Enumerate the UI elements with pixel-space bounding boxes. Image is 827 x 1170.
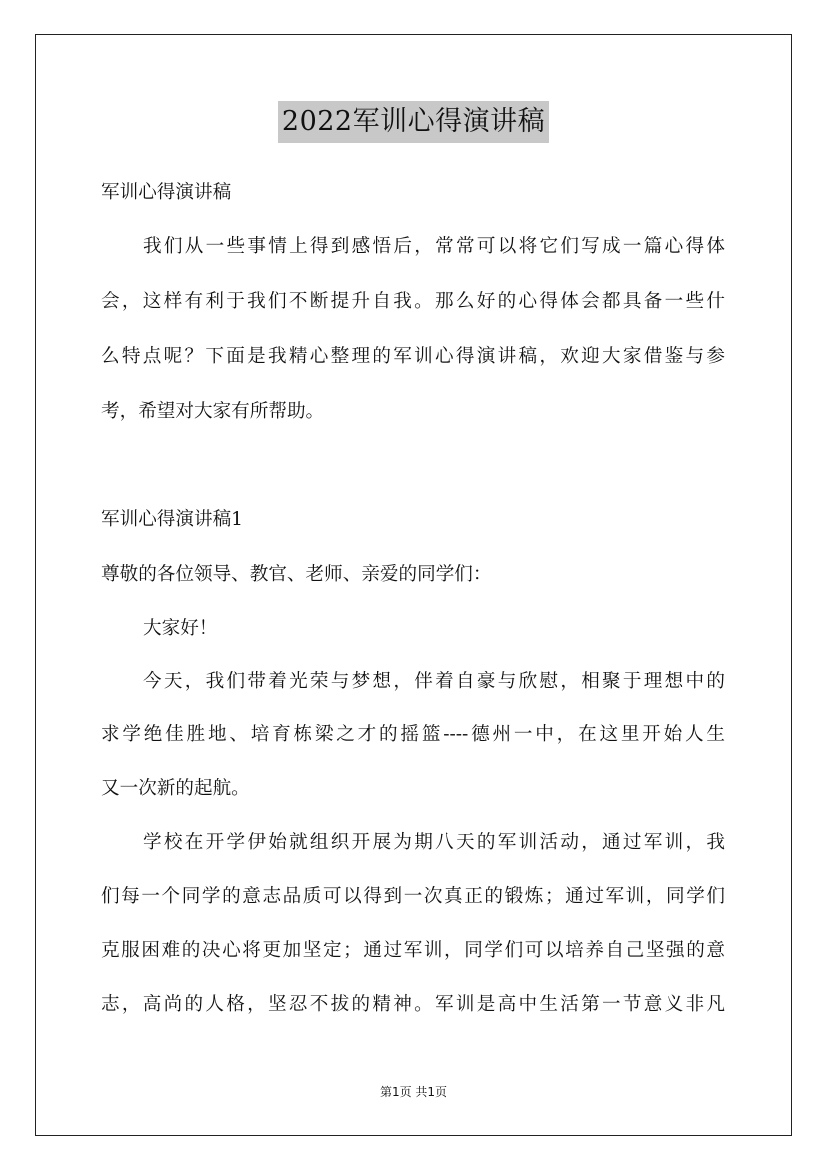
para2-line-1: 学校在开学伊始就组织开展为期八天的军训活动，通过军训，我	[143, 832, 725, 853]
para1-line-1: 今天，我们带着光荣与梦想，伴着自豪与欣慰，相聚于理想中的	[143, 671, 725, 692]
greeting: 大家好！	[143, 618, 218, 639]
para2-line-4: 志，高尚的人格，坚忍不拔的精神。军训是高中生活第一节意义非凡	[101, 994, 725, 1015]
salutation: 尊敬的各位领导、教官、老师、亲爱的同学们：	[101, 564, 492, 585]
document-title: 2022军训心得演讲稿	[278, 101, 549, 143]
para1-line-2: 求学绝佳胜地、培育栋梁之才的摇篮----德州一中，在这里开始人生	[101, 724, 725, 745]
para1-line-3: 又一次新的起航。	[101, 778, 250, 799]
intro-line-2: 会，这样有利于我们不断提升自我。那么好的心得体会都具备一些什	[101, 291, 725, 312]
page-footer: 第1页 共1页	[379, 1085, 448, 1099]
title-container	[0, 101, 827, 143]
section-title: 军训心得演讲稿1	[101, 509, 243, 530]
document-heading: 军训心得演讲稿	[101, 182, 232, 203]
intro-line-4: 考，希望对大家有所帮助。	[101, 401, 325, 422]
intro-line-3: 么特点呢？下面是我精心整理的军训心得演讲稿，欢迎大家借鉴与参	[101, 346, 725, 367]
para2-line-3: 克服困难的决心将更加坚定；通过军训，同学们可以培养自己坚强的意	[101, 940, 725, 961]
para2-line-2: 们每一个同学的意志品质可以得到一次真正的锻炼；通过军训，同学们	[101, 886, 725, 907]
intro-line-1: 我们从一些事情上得到感悟后，常常可以将它们写成一篇心得体	[143, 236, 725, 257]
